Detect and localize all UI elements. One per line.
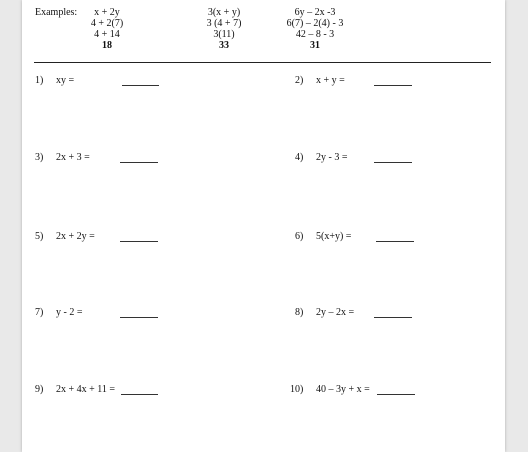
problem-expression: 2y – 2x = [316, 307, 355, 318]
problem-number: 3) [35, 152, 44, 163]
problem-expression: xy = [56, 75, 75, 86]
example-answer: 18 [102, 40, 112, 51]
problem-number: 8) [295, 307, 304, 318]
example-answer: 33 [219, 40, 229, 51]
problem-expression: 5(x+y) = [316, 231, 352, 242]
example-line: 6(7) – 2(4) - 3 [286, 18, 344, 29]
example-line: 3 (4 + 7) [206, 18, 242, 29]
problem-number: 1) [35, 75, 44, 86]
example-line: 3(11) [213, 29, 235, 40]
example-line: 4 + 2(7) [90, 18, 124, 29]
problem-number: 7) [35, 307, 44, 318]
problem-expression: 2x + 2y = [56, 231, 95, 242]
problem-number: 2) [295, 75, 304, 86]
problem-number: 4) [295, 152, 304, 163]
worksheet-page [22, 0, 505, 452]
answer-blank[interactable] [120, 317, 158, 318]
answer-blank[interactable] [120, 241, 158, 242]
answer-blank[interactable] [374, 162, 412, 163]
answer-blank[interactable] [120, 162, 158, 163]
example-line: x + 2y [94, 7, 120, 18]
problem-expression: x + y = [316, 75, 345, 86]
example-answer: 31 [310, 40, 320, 51]
problem-expression: y - 2 = [56, 307, 83, 318]
answer-blank[interactable] [122, 85, 159, 86]
example-line: 42 – 8 - 3 [295, 29, 335, 40]
problem-expression: 2x + 4x + 11 = [56, 384, 116, 395]
example-line: 4 + 14 [94, 29, 120, 40]
problem-number: 9) [35, 384, 44, 395]
answer-blank[interactable] [374, 317, 412, 318]
example-line: 6y – 2x -3 [294, 7, 336, 18]
answer-blank[interactable] [377, 394, 415, 395]
answer-blank[interactable] [376, 241, 414, 242]
example-line: 3(x + y) [207, 7, 241, 18]
divider-rule [34, 62, 491, 63]
problem-expression: 2x + 3 = [56, 152, 90, 163]
examples-label: Examples: [35, 7, 78, 18]
answer-blank[interactable] [374, 85, 412, 86]
problem-number: 5) [35, 231, 44, 242]
answer-blank[interactable] [121, 394, 158, 395]
problem-expression: 40 – 3y + x = [316, 384, 370, 395]
problem-number: 10) [290, 384, 304, 395]
problem-number: 6) [295, 231, 304, 242]
problem-expression: 2y - 3 = [316, 152, 348, 163]
